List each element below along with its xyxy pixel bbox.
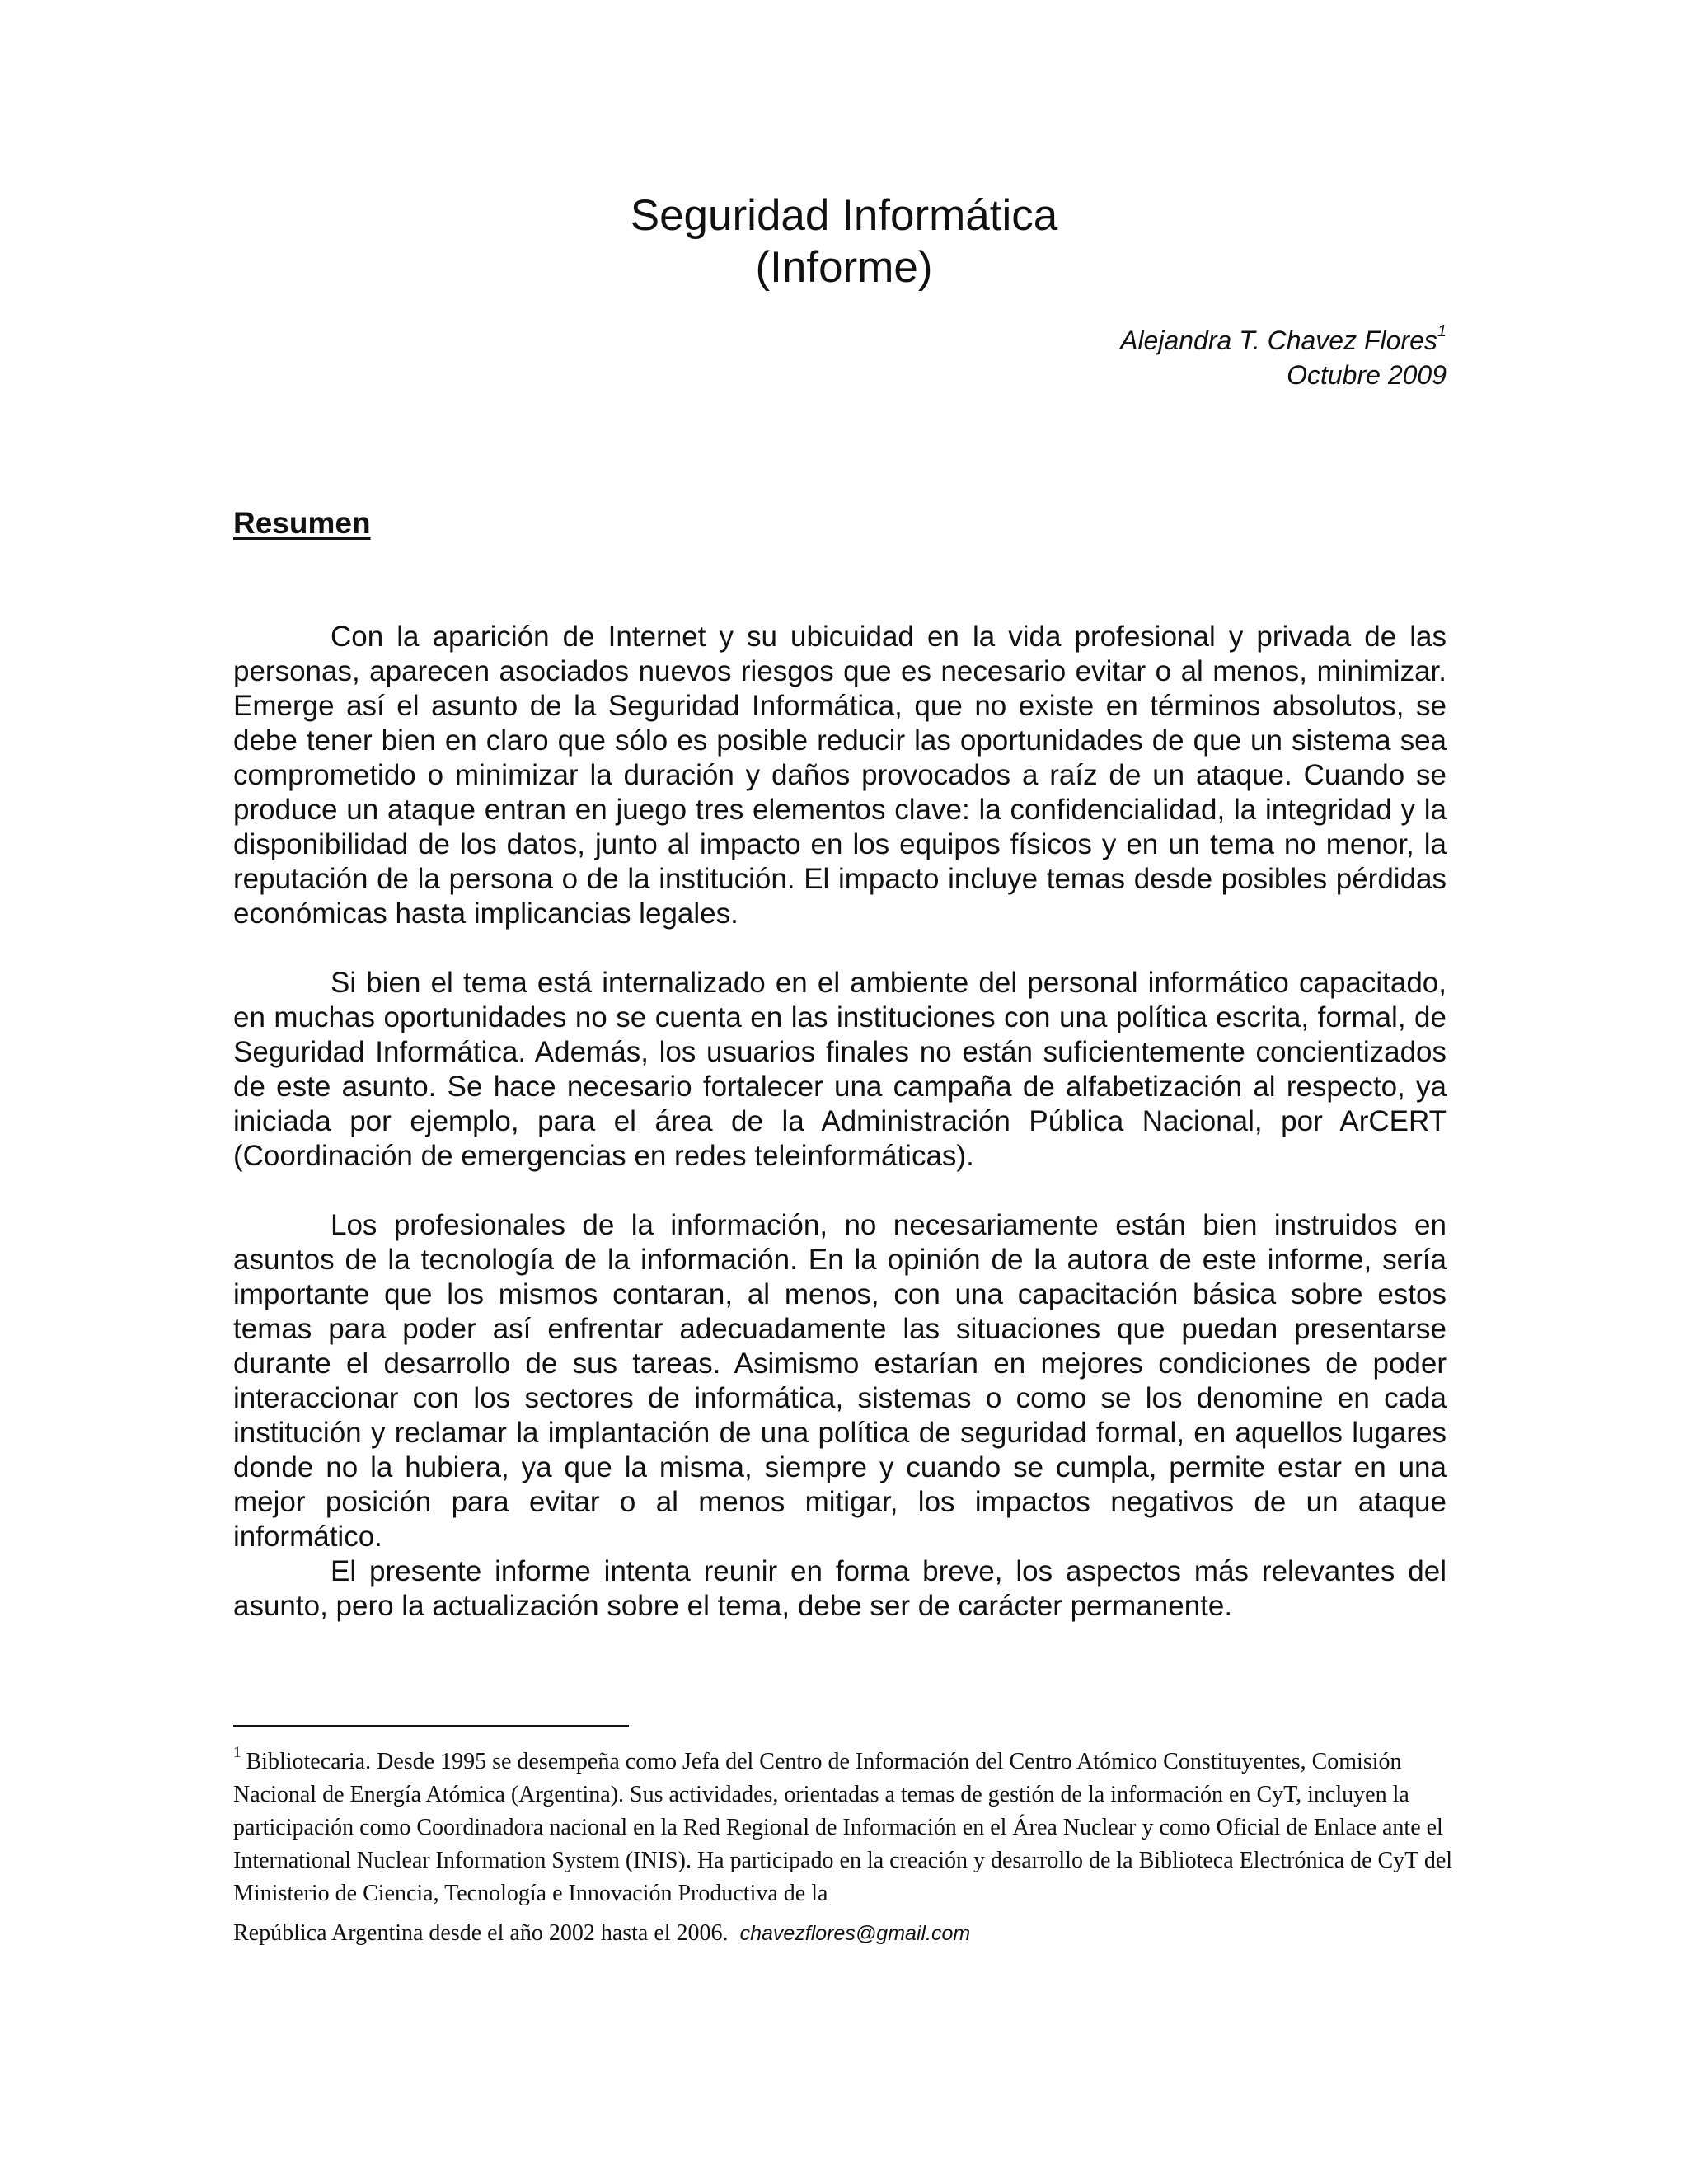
paragraph-1: Con la aparición de Internet y su ubicuidad en la vida profesional y privada de las personas, aparecen asociados nuevos riesgos que es necesario evitar o al menos, minimizar. Emerge así el asunto de la Seguridad Informática, que no existe en términos absolutos, se debe tener bien en claro que sólo es posible reducir las oportunidades de que un sistema sea comprometido o minimizar la duración y daños provocados a raíz de un ataque. Cuando se produce un ataque entran en juego tres elementos clave: la confidencialidad, la integridad y la disponibilidad de los datos, junto al impacto en los equipos físicos y en un tema no menor, la reputación de la persona o de la institución. El impacto incluye temas desde posibles pérdidas económicas hasta implicancias legales.	[233, 621, 1447, 930]
paragraph-4: El presente informe intenta reunir en forma breve, los aspectos más relevantes del asunto, pero la actualización sobre el tema, debe ser de carácter permanente.	[233, 1555, 1447, 1622]
author-name: Alejandra T. Chavez Flores	[1120, 326, 1437, 355]
title-line-1: Seguridad Informática	[630, 191, 1058, 240]
paragraph-2: Si bien el tema está internalizado en el ambiente del personal informático capacitado, en muchas oportunidades no se cuenta en las instituciones con una política escrita, formal, de Seguridad Informática. Además, los usuarios finales no están suficientemente concientizados de este asunto. Se hace necesario fortalecer una campaña de alfabetización al respecto, ya iniciada por ejemplo, para el área de la Administración Pública Nacional, por ArCERT (Coordinación de emergencias en redes teleinformáticas).	[233, 967, 1447, 1172]
title-line-2: (Informe)	[755, 243, 933, 292]
footnote-separator	[233, 1725, 629, 1727]
abstract-body	[233, 620, 1447, 1624]
footnote	[233, 1743, 1453, 1950]
author-line	[1120, 323, 1447, 358]
section-heading-resumen: Resumen	[233, 506, 371, 540]
author-footnote-mark: 1	[1437, 322, 1447, 341]
footnote-last-text: República Argentina desde el año 2002 hasta el 2006.	[233, 1920, 729, 1946]
author-email: chavezflores@gmail.com	[739, 1922, 971, 1945]
footnote-mark: 1	[233, 1743, 241, 1761]
document-date: Octubre 2009	[1287, 360, 1447, 390]
author-block	[1120, 323, 1447, 392]
footnote-text: Bibliotecaria. Desde 1995 se desempeña como Jefa del Centro de Información del Centro Atómico Constituyentes, Comisión Nacional de Energía Atómica (Argentina). Sus actividades, orientadas a temas de gestión de la información en CyT, incluyen la participación como Coordinadora nacional en la Red Regional de Información en el Área Nuclear y como Oficial de Enlace ante el International Nuclear Information System (INIS). Ha participado en la creación y desarrollo de la Biblioteca Electrónica de CyT del Ministerio de Ciencia, Tecnología e Innovación Productiva de la	[233, 1749, 1453, 1906]
footnote-last-line	[233, 1917, 1453, 1950]
document-title	[0, 190, 1688, 293]
paragraph-3: Los profesionales de la información, no necesariamente están bien instruidos en asuntos de la tecnología de la información. En la opinión de la autora de este informe, sería importante que los mismos contaran, al menos, con una capacitación básica sobre estos temas para poder así enfrentar adecuadamente las situaciones que puedan presentarse durante el desarrollo de sus tareas. Asimismo estarían en mejores condiciones de poder interaccionar con los sectores de informática, sistemas o como se los denomine en cada institución y reclamar la implantación de una política de seguridad formal, en aquellos lugares donde no la hubiera, ya que la misma, siempre y cuando se cumpla, permite estar en una mejor posición para evitar o al menos mitigar, los impactos negativos de un ataque informático.	[233, 1209, 1447, 1553]
